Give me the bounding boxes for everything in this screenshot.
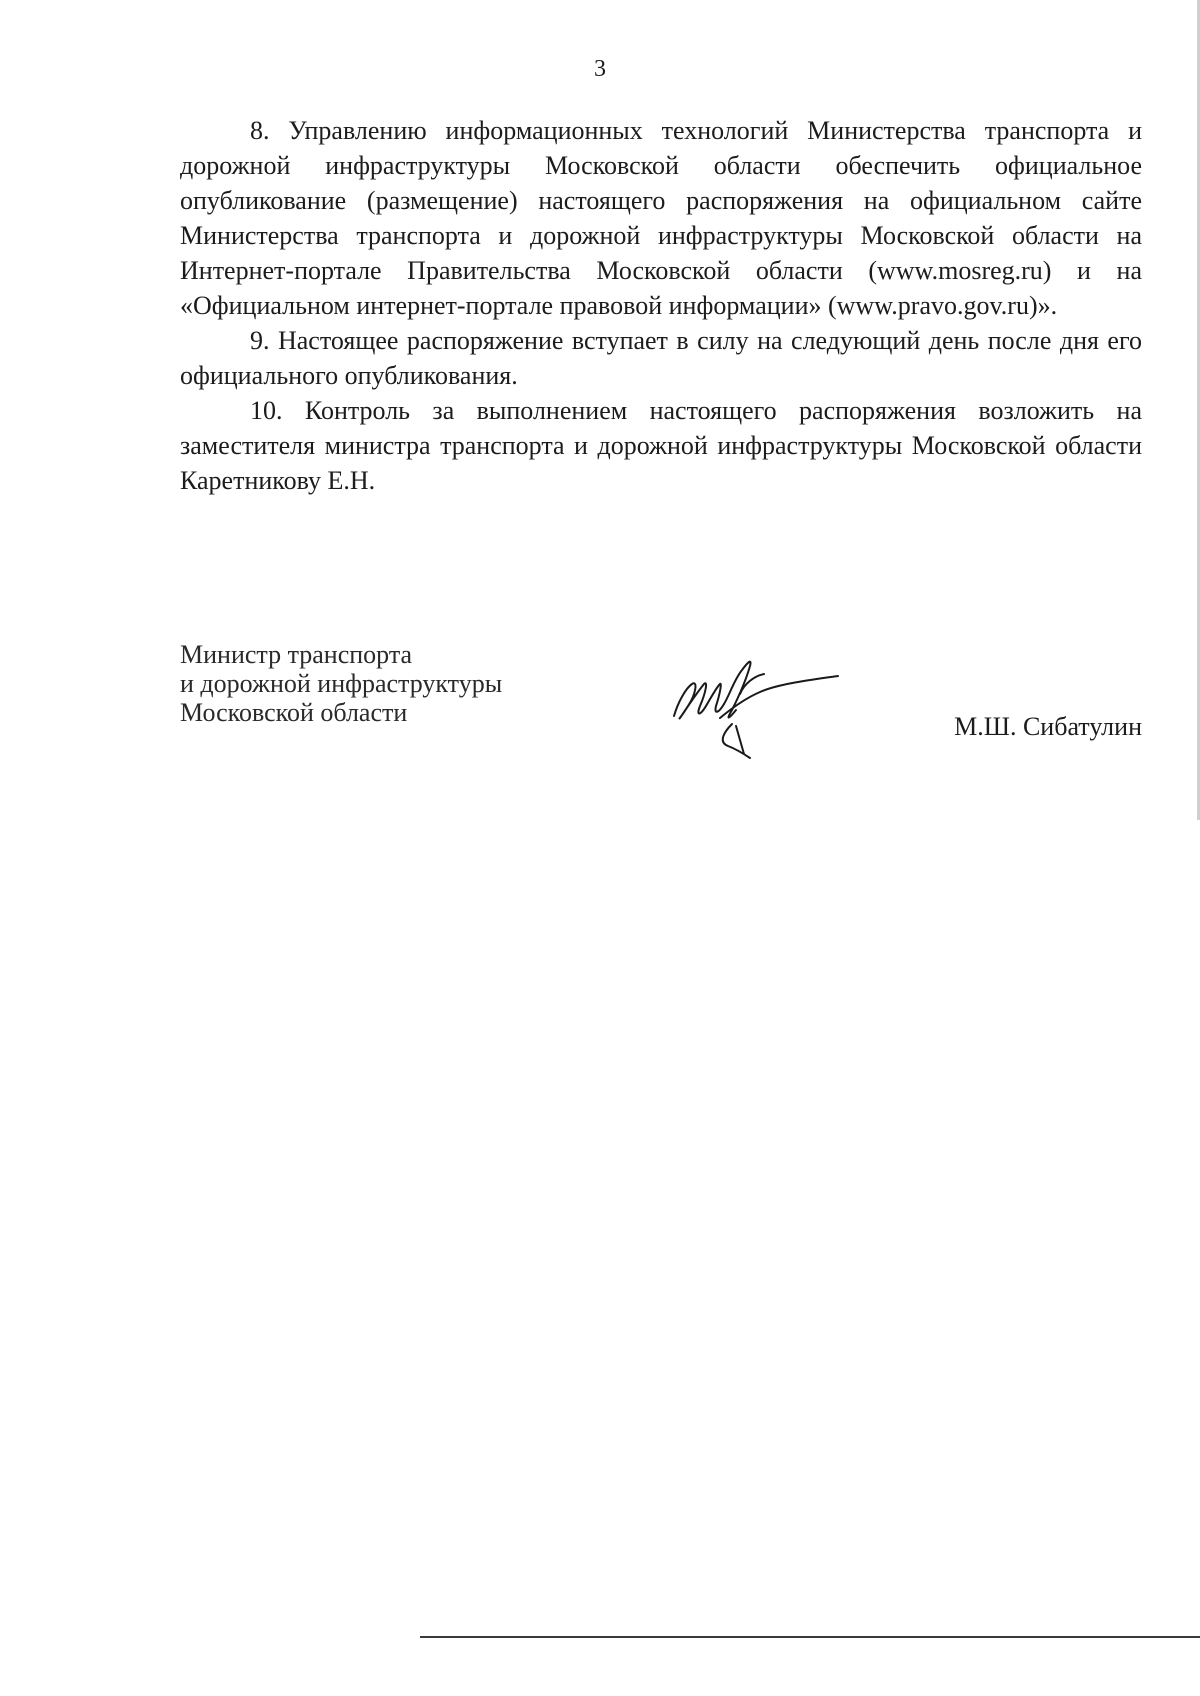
- signer-title-line-2: и дорожной инфраструктуры: [180, 669, 503, 698]
- signer-name: М.Ш. Сибатулин: [954, 712, 1142, 741]
- document-body: [180, 113, 1142, 498]
- signature-block: [180, 640, 1142, 780]
- signer-title-line-3: Московской области: [180, 698, 408, 727]
- paragraph-9: 9. Настоящее распоряжение вступает в силу на следующий день после дня его официального опубликования.: [180, 326, 1142, 390]
- paragraph-8: 8. Управлению информационных технологий Министерства транспорта и дорожной инфраструктуры Московской области обеспечить официальное опубликование (размещение) настоящего распоряжения на официальном сайте Министерства транспорта и дорожной инфраструктуры Московской области на Интернет-портале Правительства Московской области (www.mosreg.ru) и на «Официальном интернет-портале правовой информации» (www.pravo.gov.ru)».: [180, 116, 1142, 320]
- scan-edge-line-bottom: [420, 1636, 1200, 1638]
- page-number: 3: [594, 56, 606, 82]
- paragraph-10: 10. Контроль за выполнением настоящего распоряжения возложить на заместителя министра транспорта и дорожной инфраструктуры Московской области Каретникову Е.Н.: [180, 396, 1142, 495]
- signer-title: [180, 640, 502, 727]
- handwritten-signature-icon: [670, 654, 860, 764]
- signer-title-line-1: Министр транспорта: [180, 640, 413, 669]
